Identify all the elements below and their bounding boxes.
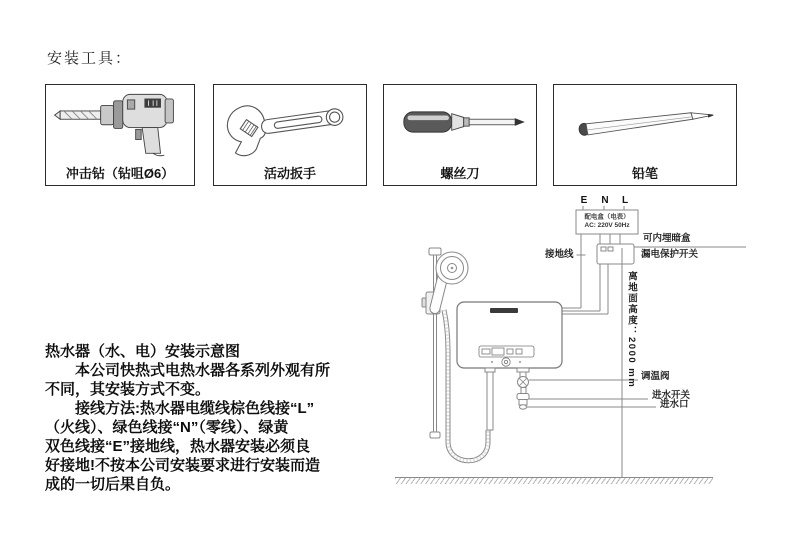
drill-icon [46,87,194,157]
notes-line: 不同，其安装方式不变。 [45,381,211,398]
distribution-box-line1: 配电盒（电表） [584,213,630,221]
notes-line: 双色线接“E”接地线，热水器安装必须良 [45,438,311,455]
pencil-icon [554,87,736,157]
terminal-n: N [601,195,609,206]
water-heater [457,302,562,368]
installation-notes [45,342,330,494]
tool-label-pencil: 铅笔 [631,166,658,181]
outlet-pipe [487,372,493,430]
inlet-port-symbol [520,405,527,409]
leakage-switch-box [597,244,634,264]
shower-head [436,252,468,284]
label-mount-height: 离地面高度：2000 mm [626,271,637,389]
temp-valve-symbol [518,377,529,388]
tool-box-screwdriver [383,84,537,186]
notes-line: 热水器（水、电）安装示意图 [45,343,241,360]
brand-logo [490,308,518,313]
notes-line: 本公司快热式电热水器各系列外观有所 [45,362,331,379]
tool-label-impact-drill: 冲击钻（钻咀Ø6） [65,166,175,181]
screwdriver-icon [384,87,536,157]
label-inlet-switch: 进水开关 [652,390,691,401]
terminal-l: L [621,195,629,206]
tool-box-impact-drill [45,84,195,186]
ground-line [395,477,713,484]
label-leakage-switch: 漏电保护开关 [641,249,699,260]
notes-line: 成的一切后果自负。 [45,476,181,493]
tool-label-wrench: 活动扳手 [263,166,316,181]
installation-diagram [390,192,770,492]
inlet-switch-symbol [517,394,529,400]
wrench-icon [214,87,366,157]
tool-box-pencil [553,84,737,186]
pipes-valves [485,368,529,430]
distribution-box-label [579,213,634,230]
notes-line: 接线方法:热水器电缆线棕色线接“L” [45,400,315,417]
terminal-e: E [580,195,588,206]
notes-line: 好接地!不按本公司安装要求进行安装而造 [45,457,320,474]
notes-line: （火线）、绿色线接“N”（零线）、绿黄 [45,419,289,436]
label-temp-valve: 调温阀 [641,371,670,382]
tool-label-screwdriver: 螺丝刀 [440,166,480,181]
label-inlet-port: 进水口 [660,399,689,410]
label-ground-wire: 接地线 [545,249,574,260]
tool-box-wrench [213,84,367,186]
page-title: 安装工具： [47,51,133,67]
distribution-box-line2: AC: 220V 50Hz [584,222,630,229]
label-concealed-box: 可内埋暗盒 [643,233,691,244]
